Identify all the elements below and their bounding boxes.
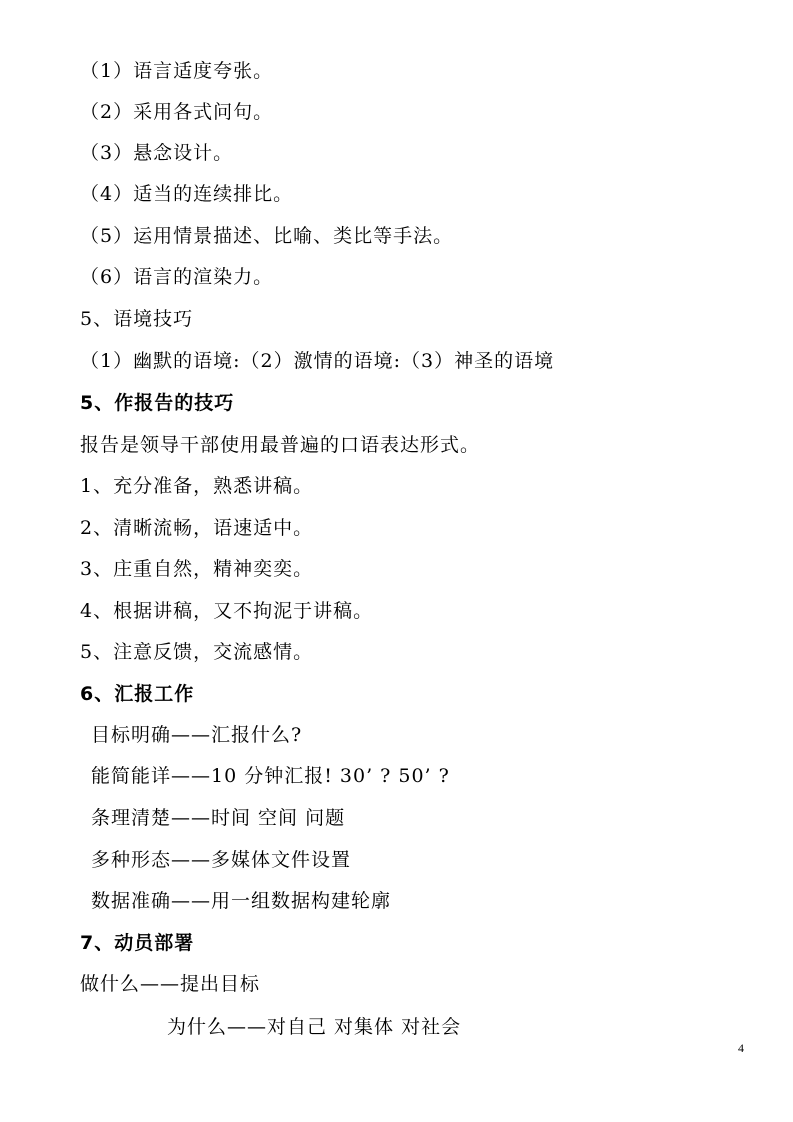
list-item-6: （6）语言的渲染力。	[80, 266, 274, 288]
report-work-item-3: 条理清楚——时间 空间 问题	[91, 807, 346, 829]
list-item-1: （1）语言适度夸张。	[80, 60, 274, 82]
paragraph-report-intro: 报告是领导干部使用最普遍的口语表达形式。	[80, 434, 481, 456]
list-item-5: （5）运用情景描述、比喻、类比等手法。	[80, 225, 454, 247]
report-item-4: 4、根据讲稿，又不拘泥于讲稿。	[80, 600, 374, 622]
report-work-item-5: 数据准确——用一组数据构建轮廓	[91, 890, 392, 912]
report-work-item-2: 能简能详——10 分钟汇报! 30’ ? 50’ ?	[91, 765, 450, 787]
list-item-3: （3）悬念设计。	[80, 142, 234, 164]
context-types-line: （1）幽默的语境:（2）激情的语境:（3）神圣的语境	[80, 350, 555, 372]
list-item-2: （2）采用各式问句。	[80, 101, 274, 123]
report-item-2: 2、清晰流畅，语速适中。	[80, 517, 314, 539]
report-work-item-1: 目标明确——汇报什么?	[91, 724, 303, 746]
list-item-4: （4）适当的连续排比。	[80, 183, 294, 205]
page-number: 4	[738, 1041, 744, 1055]
report-item-5: 5、注意反馈，交流感情。	[80, 641, 314, 663]
mobilization-item-2: 为什么——对自己 对集体 对社会	[167, 1016, 462, 1038]
section-heading-report-skills: 5、作报告的技巧	[80, 392, 235, 414]
mobilization-item-1: 做什么——提出目标	[80, 973, 261, 995]
report-item-1: 1、充分准备，熟悉讲稿。	[80, 475, 314, 497]
section-heading-report-work: 6、汇报工作	[80, 683, 195, 705]
report-item-3: 3、庄重自然，精神奕奕。	[80, 558, 314, 580]
section-heading-mobilization: 7、动员部署	[80, 932, 195, 954]
subheading-context-skills: 5、语境技巧	[80, 308, 194, 330]
report-work-item-4: 多种形态——多媒体文件设置	[91, 849, 352, 871]
